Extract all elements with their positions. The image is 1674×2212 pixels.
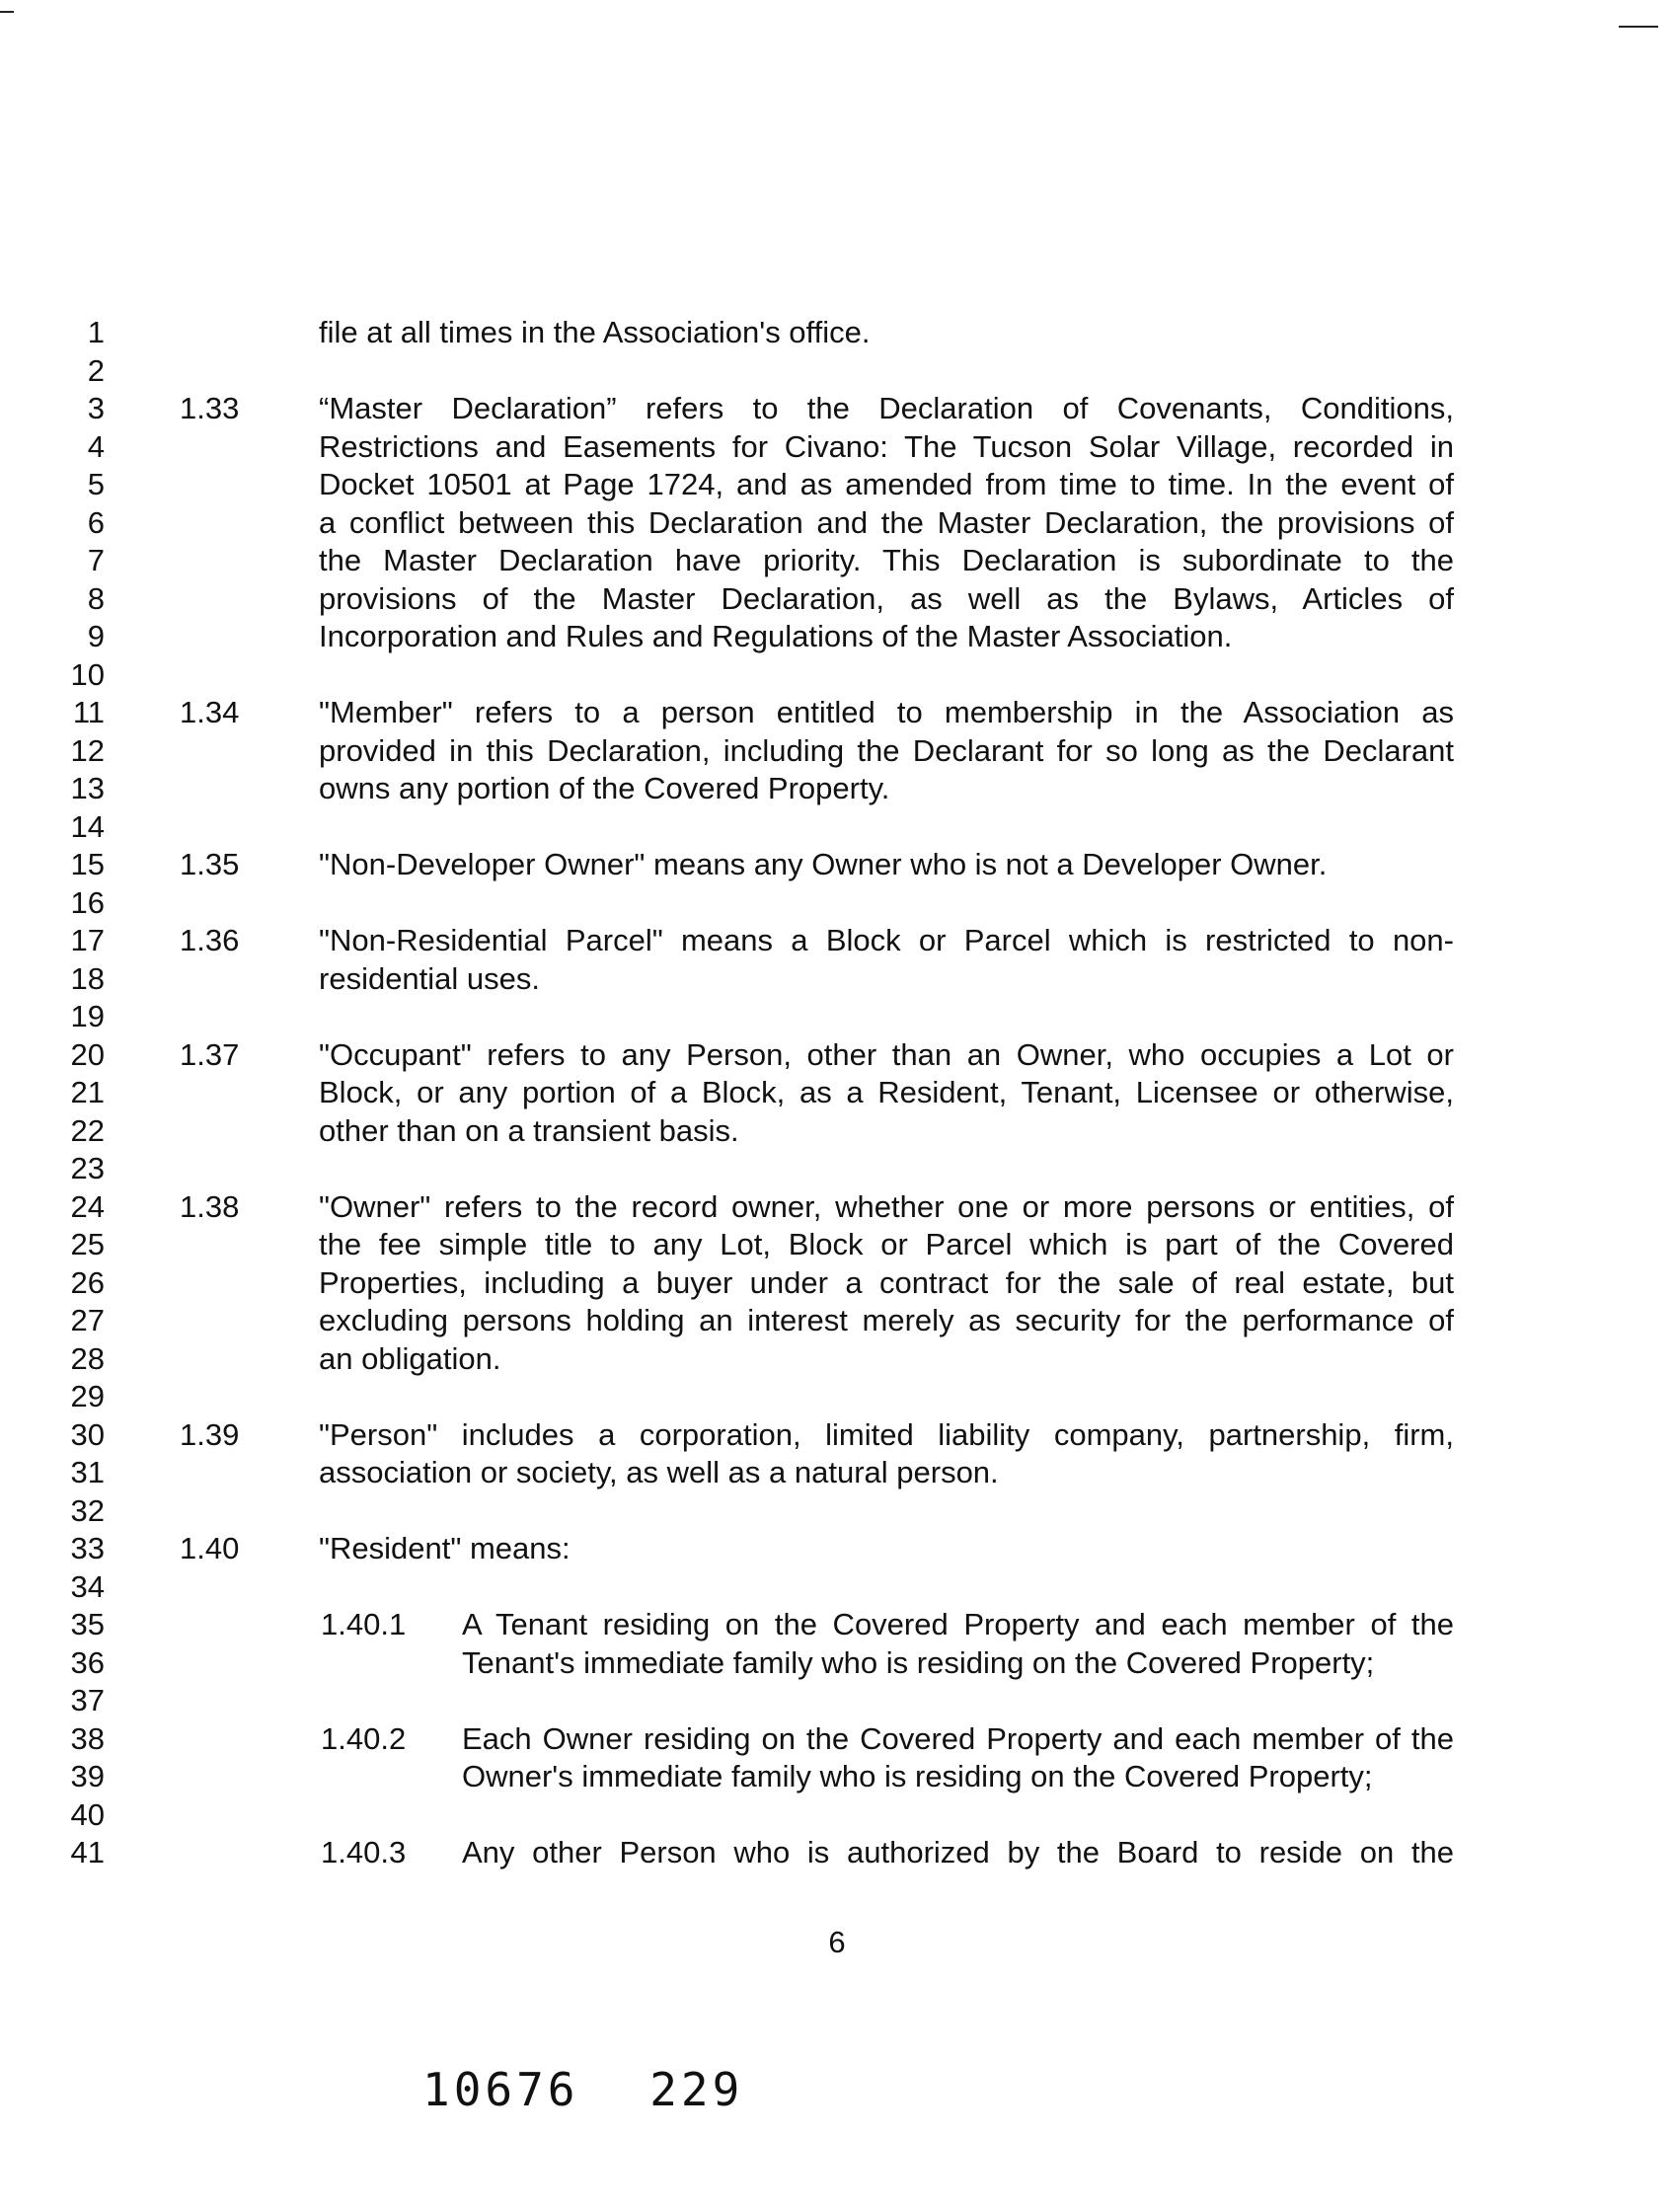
line-number: 32 bbox=[70, 1492, 105, 1528]
line-30 bbox=[0, 1416, 1674, 1455]
line-9 bbox=[0, 618, 1674, 656]
subsection-text: Tenant's immediate family who is residing on the Covered Property; bbox=[462, 1644, 1375, 1680]
line-number: 17 bbox=[70, 923, 105, 957]
line-number: 40 bbox=[70, 1796, 105, 1832]
line-number: 14 bbox=[70, 808, 105, 844]
docket-page: 229 bbox=[649, 2063, 744, 2116]
section-number: 1.35 bbox=[180, 847, 240, 881]
line-number: 24 bbox=[70, 1188, 105, 1224]
section-number: 1.34 bbox=[180, 695, 240, 729]
section-text: "Non-Residential Parcel" means a Block or Parcel which is restricted to non- bbox=[319, 923, 1454, 957]
line-4 bbox=[0, 428, 1674, 467]
section-text: provisions of the Master Declaration, as well as the Bylaws, Articles of bbox=[319, 580, 1454, 616]
section-text: residential uses. bbox=[319, 960, 541, 996]
page-number: 6 bbox=[828, 1925, 846, 1959]
section-text: Incorporation and Rules and Regulations of the Master Association. bbox=[319, 619, 1233, 653]
section-text: other than on a transient basis. bbox=[319, 1112, 739, 1148]
section-text: the fee simple title to any Lot, Block or Parcel which is part of the Covered bbox=[319, 1227, 1454, 1261]
section-number: 1.33 bbox=[180, 391, 240, 425]
intro-text: file at all times in the Association's office. bbox=[319, 315, 871, 349]
line-12 bbox=[0, 732, 1674, 771]
line-22 bbox=[0, 1112, 1674, 1151]
section-text: "Owner" refers to the record owner, whether one or more persons or entities, of bbox=[319, 1188, 1454, 1224]
line-number: 27 bbox=[70, 1303, 105, 1337]
line-23 bbox=[0, 1150, 1674, 1188]
line-1 bbox=[0, 314, 1674, 352]
section-number: 1.39 bbox=[180, 1416, 240, 1452]
line-8 bbox=[0, 580, 1674, 619]
line-11 bbox=[0, 694, 1674, 732]
section-number: 1.36 bbox=[180, 923, 240, 957]
section-text: Restrictions and Easements for Civano: The Tucson Solar Village, recorded in bbox=[319, 428, 1454, 464]
line-number: 13 bbox=[70, 771, 105, 805]
line-3 bbox=[0, 390, 1674, 428]
line-number: 35 bbox=[70, 1607, 105, 1641]
section-text: provided in this Declaration, including the Declarant for so long as the Declarant bbox=[319, 732, 1454, 768]
line-37 bbox=[0, 1682, 1674, 1720]
line-14 bbox=[0, 808, 1674, 847]
line-25 bbox=[0, 1226, 1674, 1264]
line-5 bbox=[0, 466, 1674, 504]
line-number: 38 bbox=[70, 1720, 105, 1756]
section-text: "Occupant" refers to any Person, other than an Owner, who occupies a Lot or bbox=[319, 1036, 1454, 1072]
subsection-text: Each Owner residing on the Covered Property and each member of the bbox=[462, 1720, 1454, 1756]
line-number: 11 bbox=[72, 695, 105, 729]
line-number: 23 bbox=[70, 1151, 105, 1185]
line-15 bbox=[0, 846, 1674, 884]
subsection-text: A Tenant residing on the Covered Property and each member of the bbox=[462, 1607, 1454, 1641]
line-number: 10 bbox=[70, 656, 105, 692]
line-35 bbox=[0, 1606, 1674, 1644]
section-number: 1.37 bbox=[180, 1036, 240, 1072]
line-number: 12 bbox=[70, 732, 105, 768]
line-20 bbox=[0, 1036, 1674, 1075]
line-10 bbox=[0, 656, 1674, 695]
line-number: 36 bbox=[70, 1644, 105, 1680]
section-text: Properties, including a buyer under a contract for the sale of real estate, but bbox=[319, 1264, 1454, 1300]
section-number: 1.38 bbox=[180, 1188, 240, 1224]
line-40 bbox=[0, 1796, 1674, 1835]
scan-mark-left bbox=[0, 11, 14, 13]
line-32 bbox=[0, 1492, 1674, 1531]
line-24 bbox=[0, 1188, 1674, 1227]
line-26 bbox=[0, 1264, 1674, 1303]
line-number: 8 bbox=[87, 580, 105, 616]
line-number: 19 bbox=[70, 999, 105, 1033]
subsection-text: Owner's immediate family who is residing on the Covered Property; bbox=[462, 1759, 1373, 1793]
line-28 bbox=[0, 1340, 1674, 1379]
subsection-number: 1.40.3 bbox=[321, 1835, 407, 1869]
docket-number: 10676 bbox=[422, 2063, 579, 2116]
line-38 bbox=[0, 1720, 1674, 1759]
section-text: an obligation. bbox=[319, 1340, 501, 1376]
line-number: 37 bbox=[70, 1683, 105, 1717]
line-number: 7 bbox=[87, 543, 105, 577]
section-text: "Non-Developer Owner" means any Owner who is not a Developer Owner. bbox=[319, 847, 1328, 881]
line-number: 15 bbox=[70, 847, 105, 881]
line-number: 5 bbox=[87, 467, 105, 501]
section-text: "Member" refers to a person entitled to membership in the Association as bbox=[319, 695, 1454, 729]
line-6 bbox=[0, 504, 1674, 543]
line-number: 3 bbox=[87, 391, 105, 425]
recording-stamp bbox=[422, 2063, 743, 2116]
line-number: 20 bbox=[70, 1036, 105, 1072]
line-41 bbox=[0, 1834, 1674, 1872]
line-33 bbox=[0, 1530, 1674, 1568]
line-29 bbox=[0, 1378, 1674, 1416]
line-31 bbox=[0, 1454, 1674, 1492]
line-18 bbox=[0, 960, 1674, 999]
line-number: 22 bbox=[70, 1112, 105, 1148]
section-text: “Master Declaration” refers to the Declaration of Covenants, Conditions, bbox=[319, 391, 1454, 425]
line-number: 28 bbox=[70, 1340, 105, 1376]
section-text: "Resident" means: bbox=[319, 1531, 571, 1565]
section-text: owns any portion of the Covered Property. bbox=[319, 771, 890, 805]
section-text: the Master Declaration have priority. This Declaration is subordinate to the bbox=[319, 543, 1454, 577]
line-number: 31 bbox=[70, 1455, 105, 1489]
line-13 bbox=[0, 770, 1674, 808]
line-number: 25 bbox=[70, 1227, 105, 1261]
section-text: "Person" includes a corporation, limited liability company, partnership, firm, bbox=[319, 1416, 1454, 1452]
line-number: 18 bbox=[70, 960, 105, 996]
line-7 bbox=[0, 542, 1674, 580]
line-34 bbox=[0, 1568, 1674, 1607]
line-number: 26 bbox=[70, 1264, 105, 1300]
line-number: 39 bbox=[70, 1759, 105, 1793]
line-number: 34 bbox=[70, 1568, 105, 1604]
line-number: 21 bbox=[70, 1075, 105, 1109]
line-number: 30 bbox=[70, 1416, 105, 1452]
line-number: 29 bbox=[70, 1379, 105, 1413]
subsection-number: 1.40.1 bbox=[321, 1607, 407, 1641]
line-21 bbox=[0, 1074, 1674, 1112]
line-number: 16 bbox=[70, 884, 105, 920]
line-number: 9 bbox=[87, 619, 105, 653]
line-number: 1 bbox=[87, 315, 105, 349]
line-number: 2 bbox=[87, 352, 105, 388]
line-19 bbox=[0, 998, 1674, 1036]
line-number: 6 bbox=[87, 504, 105, 540]
line-27 bbox=[0, 1302, 1674, 1340]
scan-mark-right bbox=[1619, 26, 1658, 28]
section-text: excluding persons holding an interest merely as security for the performance of bbox=[319, 1303, 1454, 1337]
line-39 bbox=[0, 1758, 1674, 1796]
line-number: 4 bbox=[87, 428, 105, 464]
section-text: Docket 10501 at Page 1724, and as amended from time to time. In the event of bbox=[319, 467, 1454, 501]
line-36 bbox=[0, 1644, 1674, 1683]
line-2 bbox=[0, 352, 1674, 391]
section-text: association or society, as well as a natural person. bbox=[319, 1455, 999, 1489]
line-17 bbox=[0, 922, 1674, 960]
section-text: Block, or any portion of a Block, as a Resident, Tenant, Licensee or otherwise, bbox=[319, 1075, 1454, 1109]
line-number: 33 bbox=[70, 1531, 105, 1565]
line-number: 41 bbox=[70, 1835, 105, 1869]
section-text: a conflict between this Declaration and the Master Declaration, the provisions of bbox=[319, 504, 1454, 540]
line-16 bbox=[0, 884, 1674, 923]
section-number: 1.40 bbox=[180, 1531, 240, 1565]
subsection-number: 1.40.2 bbox=[321, 1720, 407, 1756]
subsection-text: Any other Person who is authorized by the Board to reside on the bbox=[462, 1835, 1454, 1869]
